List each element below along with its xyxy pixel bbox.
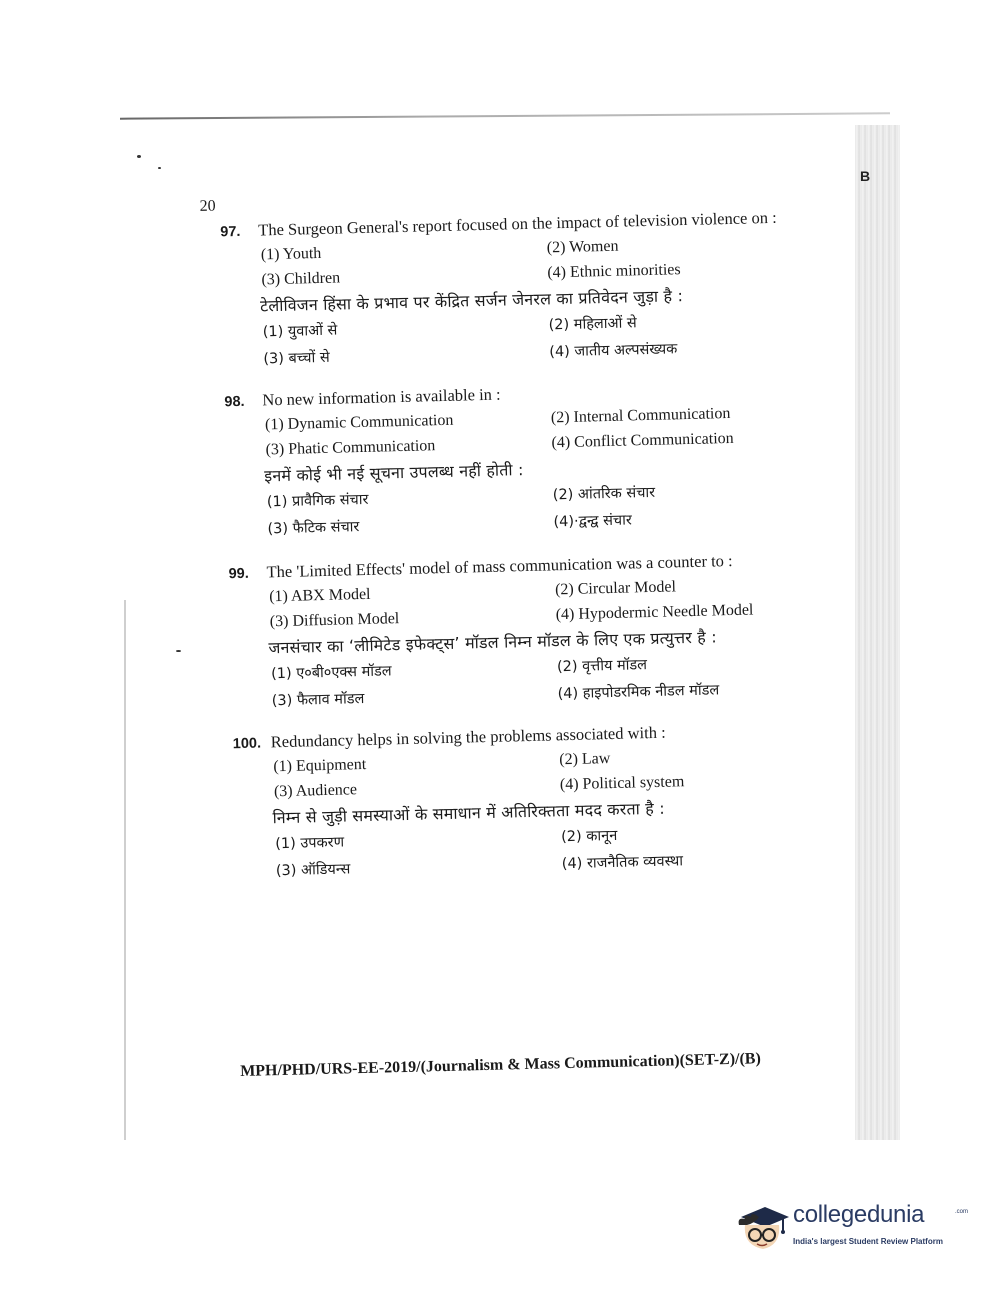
option-hindi: (3) बच्चों से (263, 349, 330, 368)
question-text: No new information is available in : (262, 384, 501, 410)
option: (2) Internal Communication (550, 404, 731, 427)
option-hindi: (4)·द्वन्द्व संचार (553, 512, 633, 531)
logo-wordmark: collegedunia (793, 1201, 925, 1228)
question-text-hindi: जनसंचार का ‘लीमिटेड इफेक्ट्स’ मॉडल निम्न मॉडल के लिए एक प्रत्युत्तर है : (268, 627, 718, 658)
option-hindi: (2) वृत्तीय मॉडल (556, 657, 648, 676)
scan-speck (137, 155, 141, 158)
option: (4) Political system (559, 773, 685, 794)
logo-domain: .com (955, 1209, 969, 1215)
option: (2) Circular Model (554, 578, 677, 599)
scan-edge-right (855, 125, 900, 1140)
option: (3) Diffusion Model (269, 610, 400, 631)
scan-speck (176, 650, 181, 652)
question-98 (200, 375, 814, 545)
option: (4) Conflict Communication (551, 429, 734, 452)
scan-edge-left (124, 600, 126, 1140)
scan-edge-top (120, 112, 890, 119)
option-hindi: (2) आंतरिक संचार (552, 484, 656, 504)
question-text: Redundancy helps in solving the problems associated with : (270, 722, 666, 752)
question-text: The 'Limited Effects' model of mass communication was a counter to : (266, 550, 733, 582)
option-hindi: (1) युवाओं से (262, 322, 338, 341)
option: (3) Audience (273, 781, 358, 801)
question-text-hindi: इनमें कोई भी नई सूचना उपलब्ध नहीं होती : (264, 460, 524, 486)
question-100 (208, 717, 822, 887)
option: (1) ABX Model (268, 585, 371, 606)
option: (4) Ethnic minorities (547, 261, 681, 282)
option-hindi: (1) प्रावैगिक संचार (266, 491, 369, 511)
option: (1) Youth (260, 244, 322, 264)
question-text-hindi: निम्न से जुड़ी समस्याओं के समाधान में अतिरिक्तता मदद करता है : (272, 798, 666, 828)
option-hindi: (2) कानून (560, 827, 618, 846)
option-hindi: (2) महिलाओं से (548, 315, 637, 334)
option: (3) Children (261, 269, 341, 289)
option: (2) Law (559, 750, 611, 769)
question-text-hindi: टेलीविजन हिंसा के प्रभाव पर केंद्रित सर्जन जेनरल का प्रतिवेदन जुड़ा है : (259, 286, 684, 316)
collegedunia-logo[interactable] (735, 1195, 969, 1260)
option-hindi: (4) जातीय अल्पसंख्यक (549, 341, 678, 361)
option-hindi: (1) ए०बी०एक्स मॉडल (270, 663, 392, 683)
option: (2) Women (546, 237, 619, 257)
question-number: 100. (232, 735, 262, 753)
option-hindi: (3) फैलाव मॉडल (271, 691, 365, 710)
option-hindi: (4) राजनैतिक व्यवस्था (561, 853, 684, 873)
question-97 (196, 205, 810, 375)
option: (1) Equipment (273, 755, 367, 776)
option: (3) Phatic Communication (265, 437, 436, 459)
question-number: 97. (220, 223, 241, 241)
page-number: 20 (199, 197, 216, 215)
question-number: 99. (228, 565, 250, 583)
scan-speck (158, 167, 161, 169)
option-hindi: (4) हाइपोडरमिक नीडल मॉडल (557, 682, 720, 703)
question-text: The Surgeon General's report focused on the impact of television violence on : (258, 207, 777, 240)
option-hindi: (3) ऑडियन्स (275, 861, 351, 880)
exam-page (195, 164, 857, 1099)
question-99 (204, 547, 818, 717)
page-footer: MPH/PHD/URS-EE-2019/(Journalism & Mass Communication)(SET-Z)/(B) (240, 1050, 762, 1080)
side-mark: B (860, 168, 871, 184)
option-hindi: (3) फैटिक संचार (267, 519, 360, 538)
question-number: 98. (224, 393, 245, 411)
option: (1) Dynamic Communication (264, 411, 454, 434)
logo-tagline: India's largest Student Review Platform (793, 1237, 943, 1246)
option: (4) Hypodermic Needle Model (555, 601, 754, 624)
graduate-mascot-icon (735, 1195, 793, 1255)
option-hindi: (1) उपकरण (275, 834, 345, 853)
